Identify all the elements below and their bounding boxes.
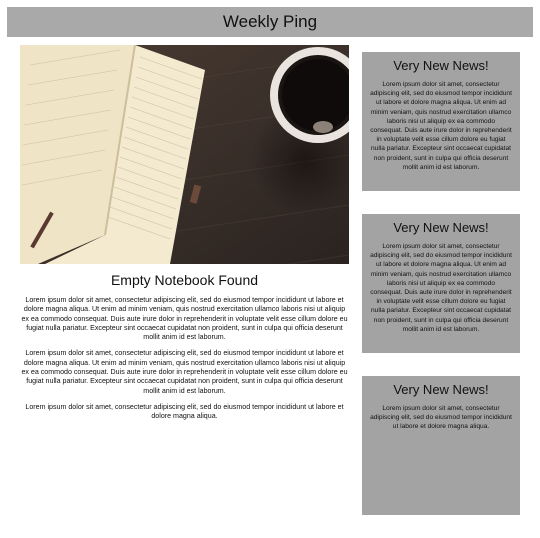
sidebar <box>362 52 520 538</box>
article-paragraph: Lorem ipsum dolor sit amet, consectetur adipiscing elit, sed do eiusmod tempor incididunt ut labore et dolore magna aliqua. Ut enim ad minim veniam, quis nostrud exercitation ullamco laboris nisi ut aliquip ex ea commodo consequat. Duis aute irure dolor in reprehenderit in voluptate velit esse cillum dolore eu fugiat nulla pariatur. Excepteur sint occaecat cupidatat non proident, sunt in culpa qui officia deserunt mollit anim id est laborum. <box>21 296 348 342</box>
article-paragraph: Lorem ipsum dolor sit amet, consectetur adipiscing elit, sed do eiusmod tempor incididunt ut labore et dolore magna aliqua. Ut enim ad minim veniam, quis nostrud exercitation ullamco laboris nisi ut aliquip ex ea commodo consequat. Duis aute irure dolor in reprehenderit in voluptate velit esse cillum dolore eu fugiat nulla pariatur. Excepteur sint occaecat cupidatat non proident, sunt in culpa qui officia deserunt mollit anim id est laborum. <box>21 349 348 395</box>
news-card <box>362 52 520 191</box>
news-card-body: Lorem ipsum dolor sit amet, consectetur adipiscing elit, sed do eiusmod tempor incididunt ut labore et dolore magna aliqua. Ut enim ad minim veniam, quis nostrud exercitation ullamco laboris nisi ut aliquip ex ea commodo consequat. Duis aute irure dolor in reprehenderit in voluptate velit esse cillum dolore eu fugiat nulla pariatur. Excepteur sint occaecat cupidatat non proident, sunt in culpa qui officia deserunt mollit anim id est laborum. <box>370 243 512 333</box>
article-paragraph: Lorem ipsum dolor sit amet, consectetur adipiscing elit, sed do eiusmod tempor incididunt ut labore et dolore magna aliqua. <box>25 402 344 421</box>
news-card <box>362 214 520 353</box>
news-card-title: Very New News! <box>393 220 489 235</box>
news-card-title: Very New News! <box>393 382 489 397</box>
news-card-body: Lorem ipsum dolor sit amet, consectetur adipiscing elit, sed do eiusmod tempor incididunt ut labore et dolore magna aliqua. <box>370 405 512 431</box>
site-title: Weekly Ping <box>222 12 318 31</box>
news-card-body: Lorem ipsum dolor sit amet, consectetur adipiscing elit, sed do eiusmod tempor incididunt ut labore et dolore magna aliqua. Ut enim ad minim veniam, quis nostrud exercitation ullamco laboris nisi ut aliquip ex ea commodo consequat. Duis aute irure dolor in reprehenderit in voluptate velit esse cillum dolore eu fugiat nulla pariatur. Excepteur sint occaecat cupidatat non proident, sunt in culpa qui officia deserunt mollit anim id est laborum. <box>370 81 512 171</box>
main-article <box>20 45 349 429</box>
site-header <box>7 7 533 37</box>
hero-image <box>20 45 349 264</box>
notebook-coffee-illustration <box>20 45 349 264</box>
article-title: Empty Notebook Found <box>110 272 259 288</box>
news-card <box>362 376 520 515</box>
news-card-title: Very New News! <box>393 58 489 73</box>
